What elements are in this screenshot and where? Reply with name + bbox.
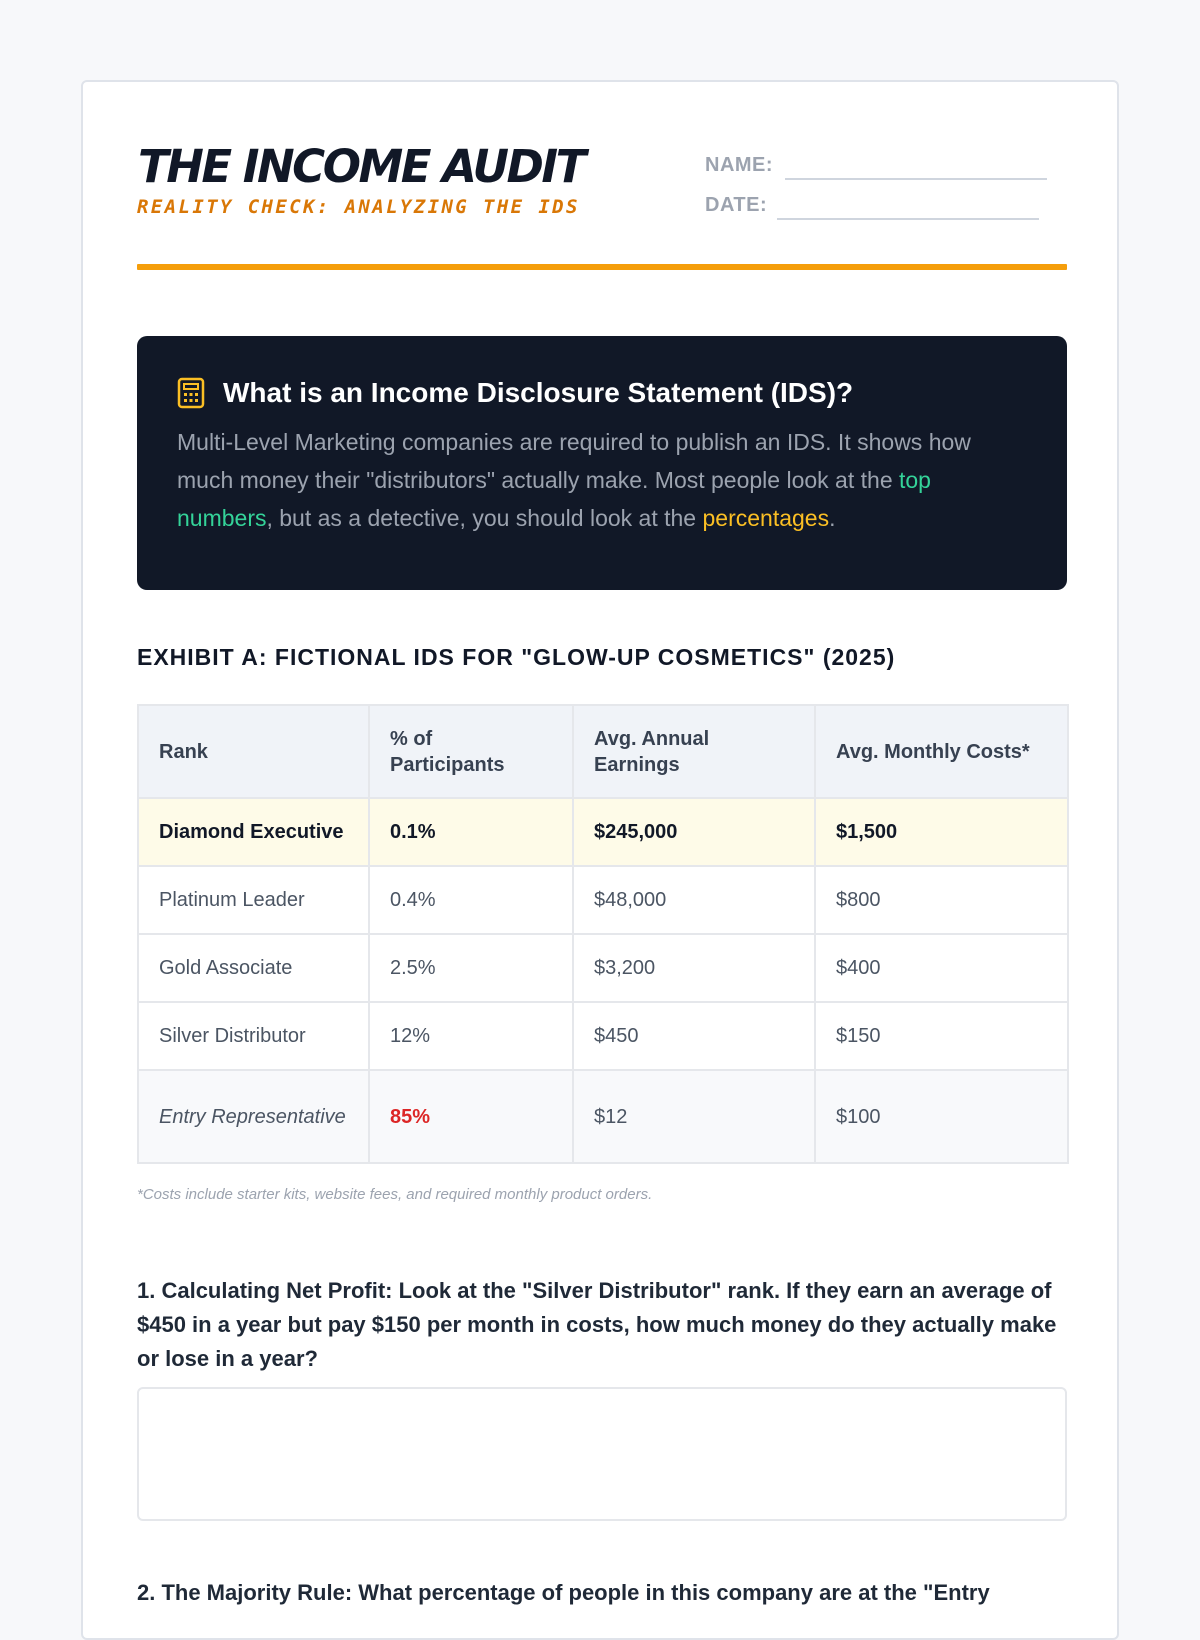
info-title: What is an Income Disclosure Statement (IDS)?	[223, 377, 854, 408]
question-1: 1. Calculating Net Profit: Look at the "Silver Distributor" rank. If they earn an average of $450 in a year but pay $150 per month in costs, how much money do they actually make or lose in a year?	[137, 1278, 1057, 1371]
column-header-rank: Rank	[138, 705, 369, 798]
table-cell: $1,500	[815, 798, 1068, 866]
table-cell: Entry Representative	[138, 1070, 369, 1163]
table-cell: $150	[815, 1002, 1068, 1070]
info-text-2: , but as a detective, you should look at the	[266, 505, 703, 531]
table-row	[138, 934, 1068, 1002]
answer-box-1[interactable]	[137, 1387, 1067, 1521]
exhibit-title: EXHIBIT A: FICTIONAL IDS FOR "GLOW-UP COSMETICS" (2025)	[137, 644, 896, 670]
column-header-costs: Avg. Monthly Costs*	[815, 705, 1068, 798]
page-subtitle: REALITY CHECK: ANALYZING THE IDS	[137, 196, 580, 218]
table-cell: $100	[815, 1070, 1068, 1163]
info-text-3: .	[829, 505, 836, 531]
info-box	[137, 336, 1067, 590]
table-row	[138, 1070, 1068, 1163]
table-cell: 0.4%	[369, 866, 573, 934]
ids-table	[137, 704, 1069, 1164]
table-footnote: *Costs include starter kits, website fees, and required monthly product orders.	[137, 1186, 653, 1203]
question-2: 2. The Majority Rule: What percentage of people in this company are at the "Entry	[137, 1580, 990, 1605]
table-cell: Diamond Executive	[138, 798, 369, 866]
page-title: THE INCOME AUDIT	[138, 140, 584, 193]
table-header-row	[138, 705, 1068, 798]
table-cell: $48,000	[573, 866, 815, 934]
table-cell: $12	[573, 1070, 815, 1163]
date-label: DATE:	[705, 194, 768, 216]
highlight-percentages: percentages	[702, 505, 830, 531]
table-cell: $400	[815, 934, 1068, 1002]
table-cell: 0.1%	[369, 798, 573, 866]
table-cell: 12%	[369, 1002, 573, 1070]
table-cell: Gold Associate	[138, 934, 369, 1002]
name-label: NAME:	[705, 154, 774, 176]
worksheet	[81, 80, 1119, 1640]
header-divider	[137, 264, 1067, 270]
table-cell: $450	[573, 1002, 815, 1070]
column-header-participants: % of Participants	[369, 705, 573, 798]
table-cell: Silver Distributor	[138, 1002, 369, 1070]
info-body	[177, 423, 1027, 537]
info-header	[177, 377, 1027, 409]
table-row	[138, 1002, 1068, 1070]
table-cell: 85%	[369, 1070, 573, 1163]
column-header-earnings: Avg. Annual Earnings	[573, 705, 815, 798]
table-row	[138, 798, 1068, 866]
table-row	[138, 866, 1068, 934]
table-cell: Platinum Leader	[138, 866, 369, 934]
highlight-top-numbers: top numbers	[177, 467, 931, 531]
table-cell: 2.5%	[369, 934, 573, 1002]
date-field[interactable]	[777, 218, 1039, 220]
calculator-icon	[177, 377, 205, 409]
table-cell: $800	[815, 866, 1068, 934]
table-cell: $3,200	[573, 934, 815, 1002]
name-field[interactable]	[785, 178, 1047, 180]
info-text-1: Multi-Level Marketing companies are required to publish an IDS. It shows how much money their "distributors" actually make. Most people look at the	[177, 429, 971, 493]
table-cell: $245,000	[573, 798, 815, 866]
